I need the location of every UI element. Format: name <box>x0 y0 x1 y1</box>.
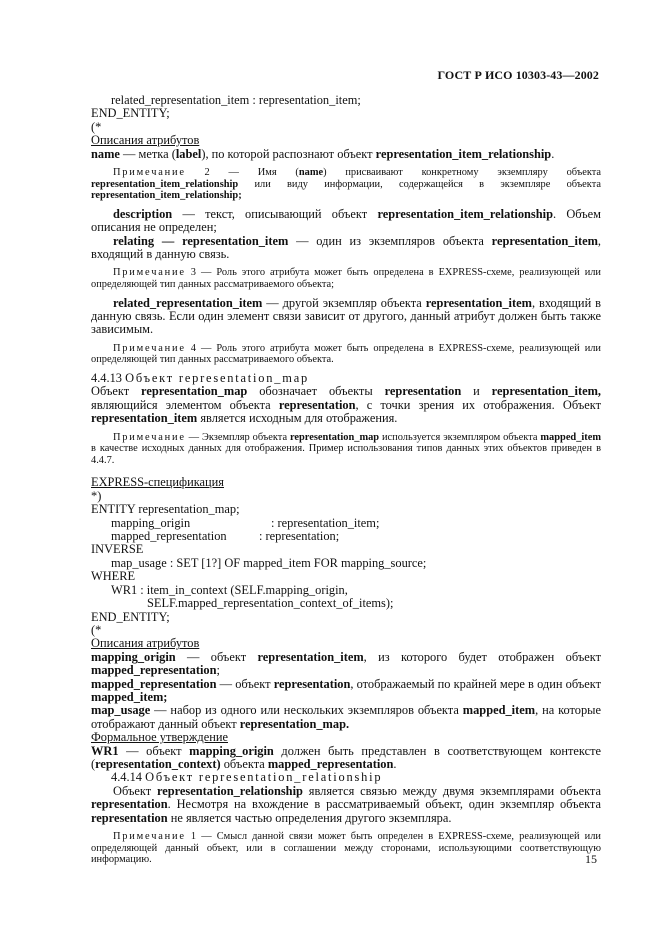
attr-mapped-representation-paragraph: mapped_representation — объект representation, отображаемый по крайней мере в один объект mapped_item; <box>91 676 601 704</box>
representation-relationship-description: Объект representation_relationship является связью между двумя экземплярами объекта representation. Несмотря на вхождение в рассматриваемый объект, один экземпляр объекта representation не является частью определения другого экземпляра. <box>91 783 601 825</box>
code-line: WR1 : item_in_context (SELF.mapping_origin, <box>111 582 348 597</box>
express-heading: EXPRESS-спецификация <box>91 475 224 490</box>
code-line: related_representation_item : representation_item; <box>111 93 361 107</box>
page-number: 15 <box>585 852 597 866</box>
code-line: (* <box>91 622 102 637</box>
code-line: SELF.mapped_representation_context_of_items); <box>147 596 394 611</box>
attr-description-paragraph: description — текст, описывающий объект representation_item_relationship. Объем описания не определен; <box>91 206 602 235</box>
wr1-paragraph: WR1 — объект mapping_origin должен быть представлен в соответствующем контексте (representation_context) объекта mapped_representation. <box>91 743 601 771</box>
code-line: END_ENTITY; <box>91 106 170 121</box>
attr-name-paragraph: name — метка (label), по которой распознают объект representation_item_relationship. <box>91 146 555 161</box>
note-paragraph: Примечание — Экземпляр объекта representation_map используется экземпляром объекта mapped_item в качестве исходных данных для отображения. Пример использования типов данных этих объектов приведен в 4.4.7. <box>91 431 602 466</box>
attributes-heading: Описания атрибутов <box>91 133 200 148</box>
note-paragraph: Примечание 1 — Смысл данной связи может быть определен в EXPRESS-схеме, реализующей или определяющей данный объект, или в соглашении между сторонами, использующими соответствующую информацию. <box>91 831 601 866</box>
code-line: mapped_representation : representation; <box>111 529 340 544</box>
code-line: mapping_origin : representation_item; <box>111 515 380 530</box>
note-paragraph: Примечание 3 — Роль этого атрибута может быть определена в EXPRESS-схеме, реализующей или определяющей тип данных рассматриваемого объекта; <box>91 267 601 291</box>
code-line: INVERSE <box>91 542 144 557</box>
code-line: (* <box>91 119 102 134</box>
code-line: END_ENTITY; <box>91 609 170 624</box>
code-line: map_usage : SET [1?] OF mapped_item FOR mapping_source; <box>111 555 427 570</box>
code-line: ENTITY representation_map; <box>91 502 240 517</box>
note-paragraph: Примечание 2 — Имя (name) присваивают конкретному экземпляру объекта representation_item_relationship или виду информации, содержащейся в экземпляре объекта representation_item_relationship; <box>91 167 602 202</box>
page-content <box>91 94 601 872</box>
representation-map-description: Объект representation_map обозначает объекты representation и representation_item, являющийся элементом объекта representation, с точки зрения их отображения. Объект representation_item является исходным для отображения. <box>91 384 602 426</box>
attr-related-paragraph: related_representation_item — другой экземпляр объекта representation_item, входящий в данную связь. Если один элемент связи зависит от другого, данный атрибут должен быть также зависимым. <box>91 295 601 337</box>
formal-statement-heading: Формальное утверждение <box>91 730 228 745</box>
section-heading: 4.4.13 Объект representation_map <box>91 371 310 386</box>
attr-mapping-origin-paragraph: mapping_origin — объект representation_item, из которого будет отображен объект mapped_representation; <box>91 649 601 678</box>
note-paragraph: Примечание 4 — Роль этого атрибута может быть определена в EXPRESS-схеме, реализующей или определяющей тип данных рассматриваемого объекта. <box>91 342 601 366</box>
attributes-heading: Описания атрибутов <box>91 636 200 651</box>
code-line: *) <box>91 488 102 503</box>
standard-header: ГОСТ Р ИСО 10303-43—2002 <box>437 68 599 82</box>
attr-map-usage-paragraph: map_usage — набор из одного или нескольких экземпляров объекта mapped_item, на которые отображают данный объект representation_map. <box>91 703 602 731</box>
code-line: WHERE <box>91 569 136 584</box>
attr-relating-paragraph: relating — representation_item — один из экземпляров объекта representation_item, входящий в данную связь. <box>91 233 601 262</box>
section-heading: 4.4.14 Объект representation_relationship <box>111 770 383 785</box>
